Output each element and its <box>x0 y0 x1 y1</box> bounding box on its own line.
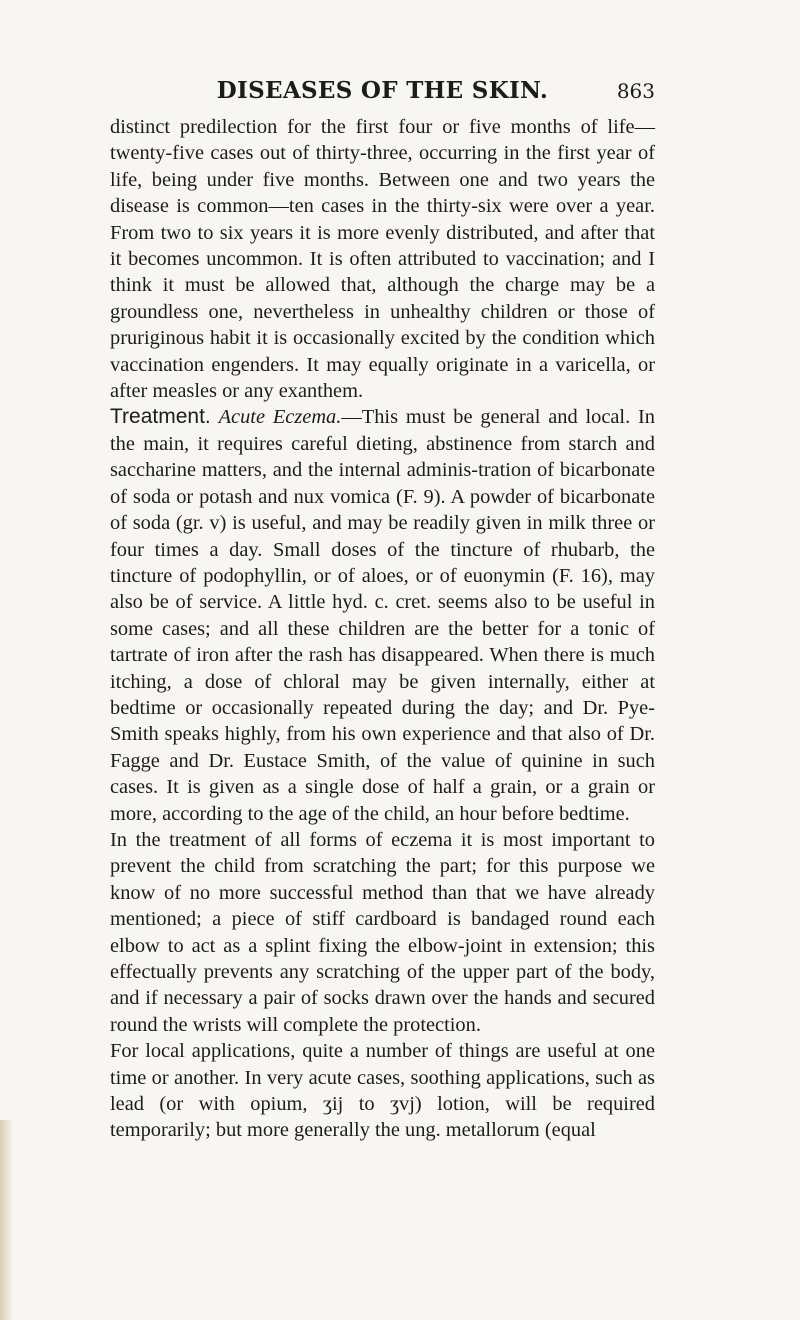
running-title: DISEASES OF THE SKIN. <box>216 77 549 104</box>
paragraph-local-applications: For local applications, quite a number of things are useful at one time or another. In very acute cases, soothing applications, such as lead (or with opium, ʒij to ʒvj) lotion, will be required temporarily; but more generally the ung. metallorum (equal <box>110 1040 655 1142</box>
body-text <box>110 114 655 1144</box>
paragraph-age-distribution: distinct predilection for the first four or five months of life— twenty-five cases out of thirty-three, occurring in the first year of life, being under five months. Between one and two years the disease is common—ten cases in the thirty-six were over a year. From two to six years it is more evenly distributed, and after that it becomes uncommon. It is often attributed to vaccination; and I think it must be allowed that, although the charge may be a groundless one, nevertheless in unhealthy children or those of pruriginous habit it is occasionally excited by the condition which vaccination engenders. It may equally originate in a varicella, or after measles or any exanthem. <box>110 116 655 403</box>
paragraph-scratching: In the treatment of all forms of eczema it is most important to prevent the child from scratching the part; for this purpose we know of no more successful method than that we have already mentioned; a piece of stiff cardboard is bandaged round each elbow to act as a splint fixing the elbow-joint in extension; this effectually prevents any scratching of the upper part of the body, and if necessary a pair of socks drawn over the hands and secured round the wrists will complete the protection. <box>110 828 655 1036</box>
page-number: 863 <box>616 79 655 103</box>
section-label-treatment: Treatment. <box>110 405 211 429</box>
paragraph-treatment-text: —This must be general and local. In the main, it requires careful dieting, abstinence from starch and saccharine matters, and the internal adminis-tration of bicarbonate of soda or potash and nux vomica (F. 9). A powder of bicarbonate of soda (gr. v) is useful, and may be readily given in milk three or four times a day. Small doses of the tincture of rhubarb, the tincture of podophyllin, or of aloes, or of euonymin (F. 16), may also be of service. A little hyd. c. cret. seems also to be useful in some cases; and all these children are the better for a tonic of tartrate of iron after the rash has disappeared. When there is much itching, a dose of chloral may be given internally, either at bedtime or occasionally repeated during the day; and Dr. Pye-Smith speaks highly, from his own experience and that also of Dr. Fagge and Dr. Eustace Smith, of the value of quinine in such cases. It is given as a single dose of half a grain, or a grain or more, according to the age of the child, an hour before bedtime. <box>110 406 655 825</box>
paragraph-treatment <box>110 404 655 827</box>
running-head <box>110 76 655 106</box>
page-edge-shadow <box>0 1120 14 1320</box>
subhead-acute-eczema: Acute Eczema. <box>218 406 342 429</box>
